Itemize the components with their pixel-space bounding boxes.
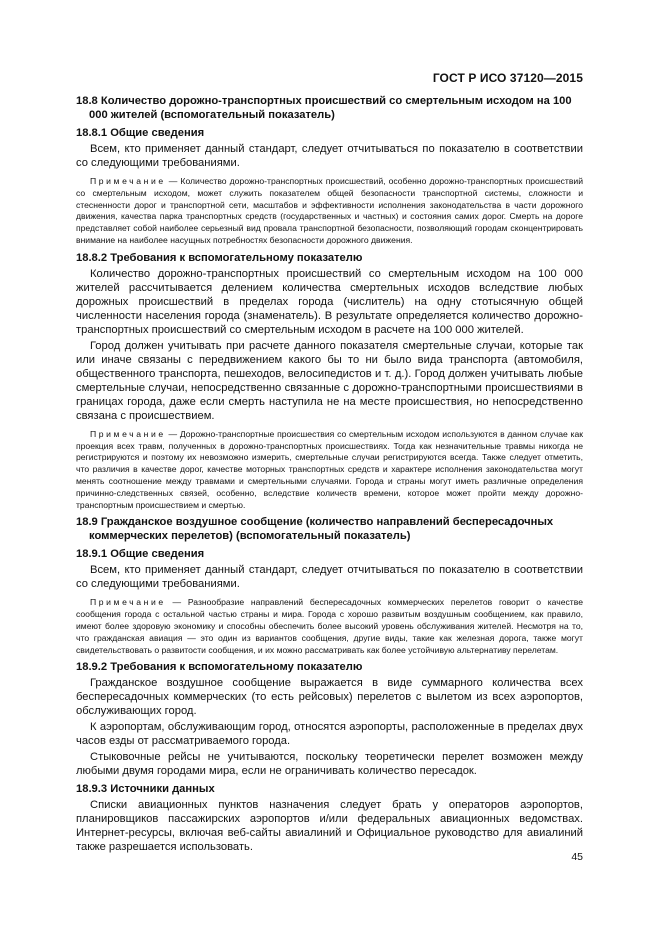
paragraph: Количество дорожно-транспортных происшествий со смертельным исходом на 100 000 жителей рассчитывается делением количества смертельных исходов вследствие любых дорожных происшествий в пределах города (числитель) на одну стотысячную общей численности населения города (знаменатель). В результате определяется количество дорожно-транспортных происшествий со смертельным исходом в расчете на 100 000 жителей. xyxy=(76,267,583,336)
note xyxy=(76,429,583,512)
page-number: 45 xyxy=(571,851,583,863)
note-lead: Примечание xyxy=(90,176,166,186)
subsection-18-8-2-title: 18.8.2 Требования к вспомогательному показателю xyxy=(76,251,363,264)
paragraph: Всем, кто применяет данный стандарт, следует отчитываться по показателю в соответствии со следующими требованиями. xyxy=(76,564,583,591)
subsection-18-9-2-title: 18.9.2 Требования к вспомогательному показателю xyxy=(76,661,363,674)
section-18-8-title: 18.8 Количество дорожно-транспортных происшествий со смертельным исходом на 100 000 жителей (вспомогательный показатель) xyxy=(76,95,572,121)
note-text: — Разнообразие направлений беспересадочных коммерческих перелетов говорит о качестве сообщения города с остальной частью страны и мира. Города с хорошо развитым воздушным сообщением, как правило, имеют более здоровую экономику и способны обеспечить более высокий уровень обслуживания жителей. Несмотря на то, что гражданская авиация — это один из вариантов сообщения, другие виды, такие как железная дорога, также могут свидетельствовать о развитости сообщения, и их можно рассматривать как более устойчивую альтернативу перелетам. xyxy=(76,597,583,655)
document-id: ГОСТ Р ИСО 37120—2015 xyxy=(432,71,583,85)
note-lead: Примечание xyxy=(90,428,166,439)
section-18-9-title: 18.9 Гражданское воздушное сообщение (количество направлений беспересадочных коммерческих перелетов) (вспомогательный показатель) xyxy=(76,516,554,543)
note-lead: Примечание xyxy=(90,597,166,608)
paragraph: Гражданское воздушное сообщение выражается в виде суммарного количества всех беспересадочных коммерческих (то есть рейсовых) перелетов с вылетом из всех аэропортов, обслуживающих город. xyxy=(76,677,583,718)
paragraph: Стыковочные рейсы не учитываются, поскольку теоретически перелет возможен между любыми двумя городами мира, если не ограничивать количество пересадок. xyxy=(76,751,583,778)
note xyxy=(76,597,583,656)
subsection-18-9-3-title: 18.9.3 Источники данных xyxy=(76,783,215,796)
paragraph: К аэропортам, обслуживающим город, относятся аэропорты, расположенные в пределах двух часов езды от рассматриваемого города. xyxy=(76,721,583,748)
paragraph: Всем, кто применяет данный стандарт, следует отчитываться по показателю в соответствии со следующими требованиями. xyxy=(76,143,583,169)
page-content xyxy=(76,94,583,854)
paragraph: Город должен учитывать при расчете данного показателя смертельные случаи, которые так или иначе связаны с передвижением какого бы то ни было вида транспорта (автомобиля, общественного транспорта, пешеходов, велосипедистов и т. д.). Город должен учитывать любые смертельные случаи, непосредственно связанные с дорожно-транспортными происшествиями в границах города, даже если смерть наступила не на месте происшествия, но непосредственно связана с происшествием. xyxy=(76,339,583,422)
note xyxy=(76,176,583,247)
subsection-18-9-1-title: 18.9.1 Общие сведения xyxy=(76,548,205,561)
paragraph: Списки авиационных пунктов назначения следует брать у операторов аэропортов, планировщиков пассажирских аэропортов и/или федеральных авиационных ведомствах. Интернет-ресурсы, включая веб-сайты авиалиний и Официальное руководство для авиалиний также разрешается использовать. xyxy=(76,799,583,854)
note-text: — Дорожно-транспортные происшествия со смертельным исходом используются в данном случае как проекция всех травм, полученных в дорожно-транспортных происшествиях. Тогда как незначительные травмы никогда не регистрируются и поэтому их невозможно измерить, смертельные случаи регистрируются всегда. Также следует отметить, что различия в качестве дорог, качестве моторных транспортных средств и характере исполнения законодательства могут менять соотношение между травмами и смертельными случаями. Города и страны могут иметь различные определения причинно-следственных связей, особенно, вследствие количеств времени, которое может пройти между дорожно-транспортным происшествием и смертью. xyxy=(76,428,583,510)
subsection-18-8-1-title: 18.8.1 Общие сведения xyxy=(76,127,205,139)
note-text: — Количество дорожно-транспортных происшествий, особенно дорожно-транспортных происшествий со смертельным исходом, может служить показателем общей безопасности транспортной системы, сложности и стесненности дорог и транспортной сети, масштабов и эффективности исполнения законодательства в части дорожного движения, качества парка транспортных средств (государственных и частных) и состояния самих дорог. Смерть на дороге представляет собой наиболее серьезный вид провала транспортной безопасности, позволяющий городам сконцентрировать внимание на наиболее насущных потребностях безопасности дорожного движения. xyxy=(76,176,583,245)
